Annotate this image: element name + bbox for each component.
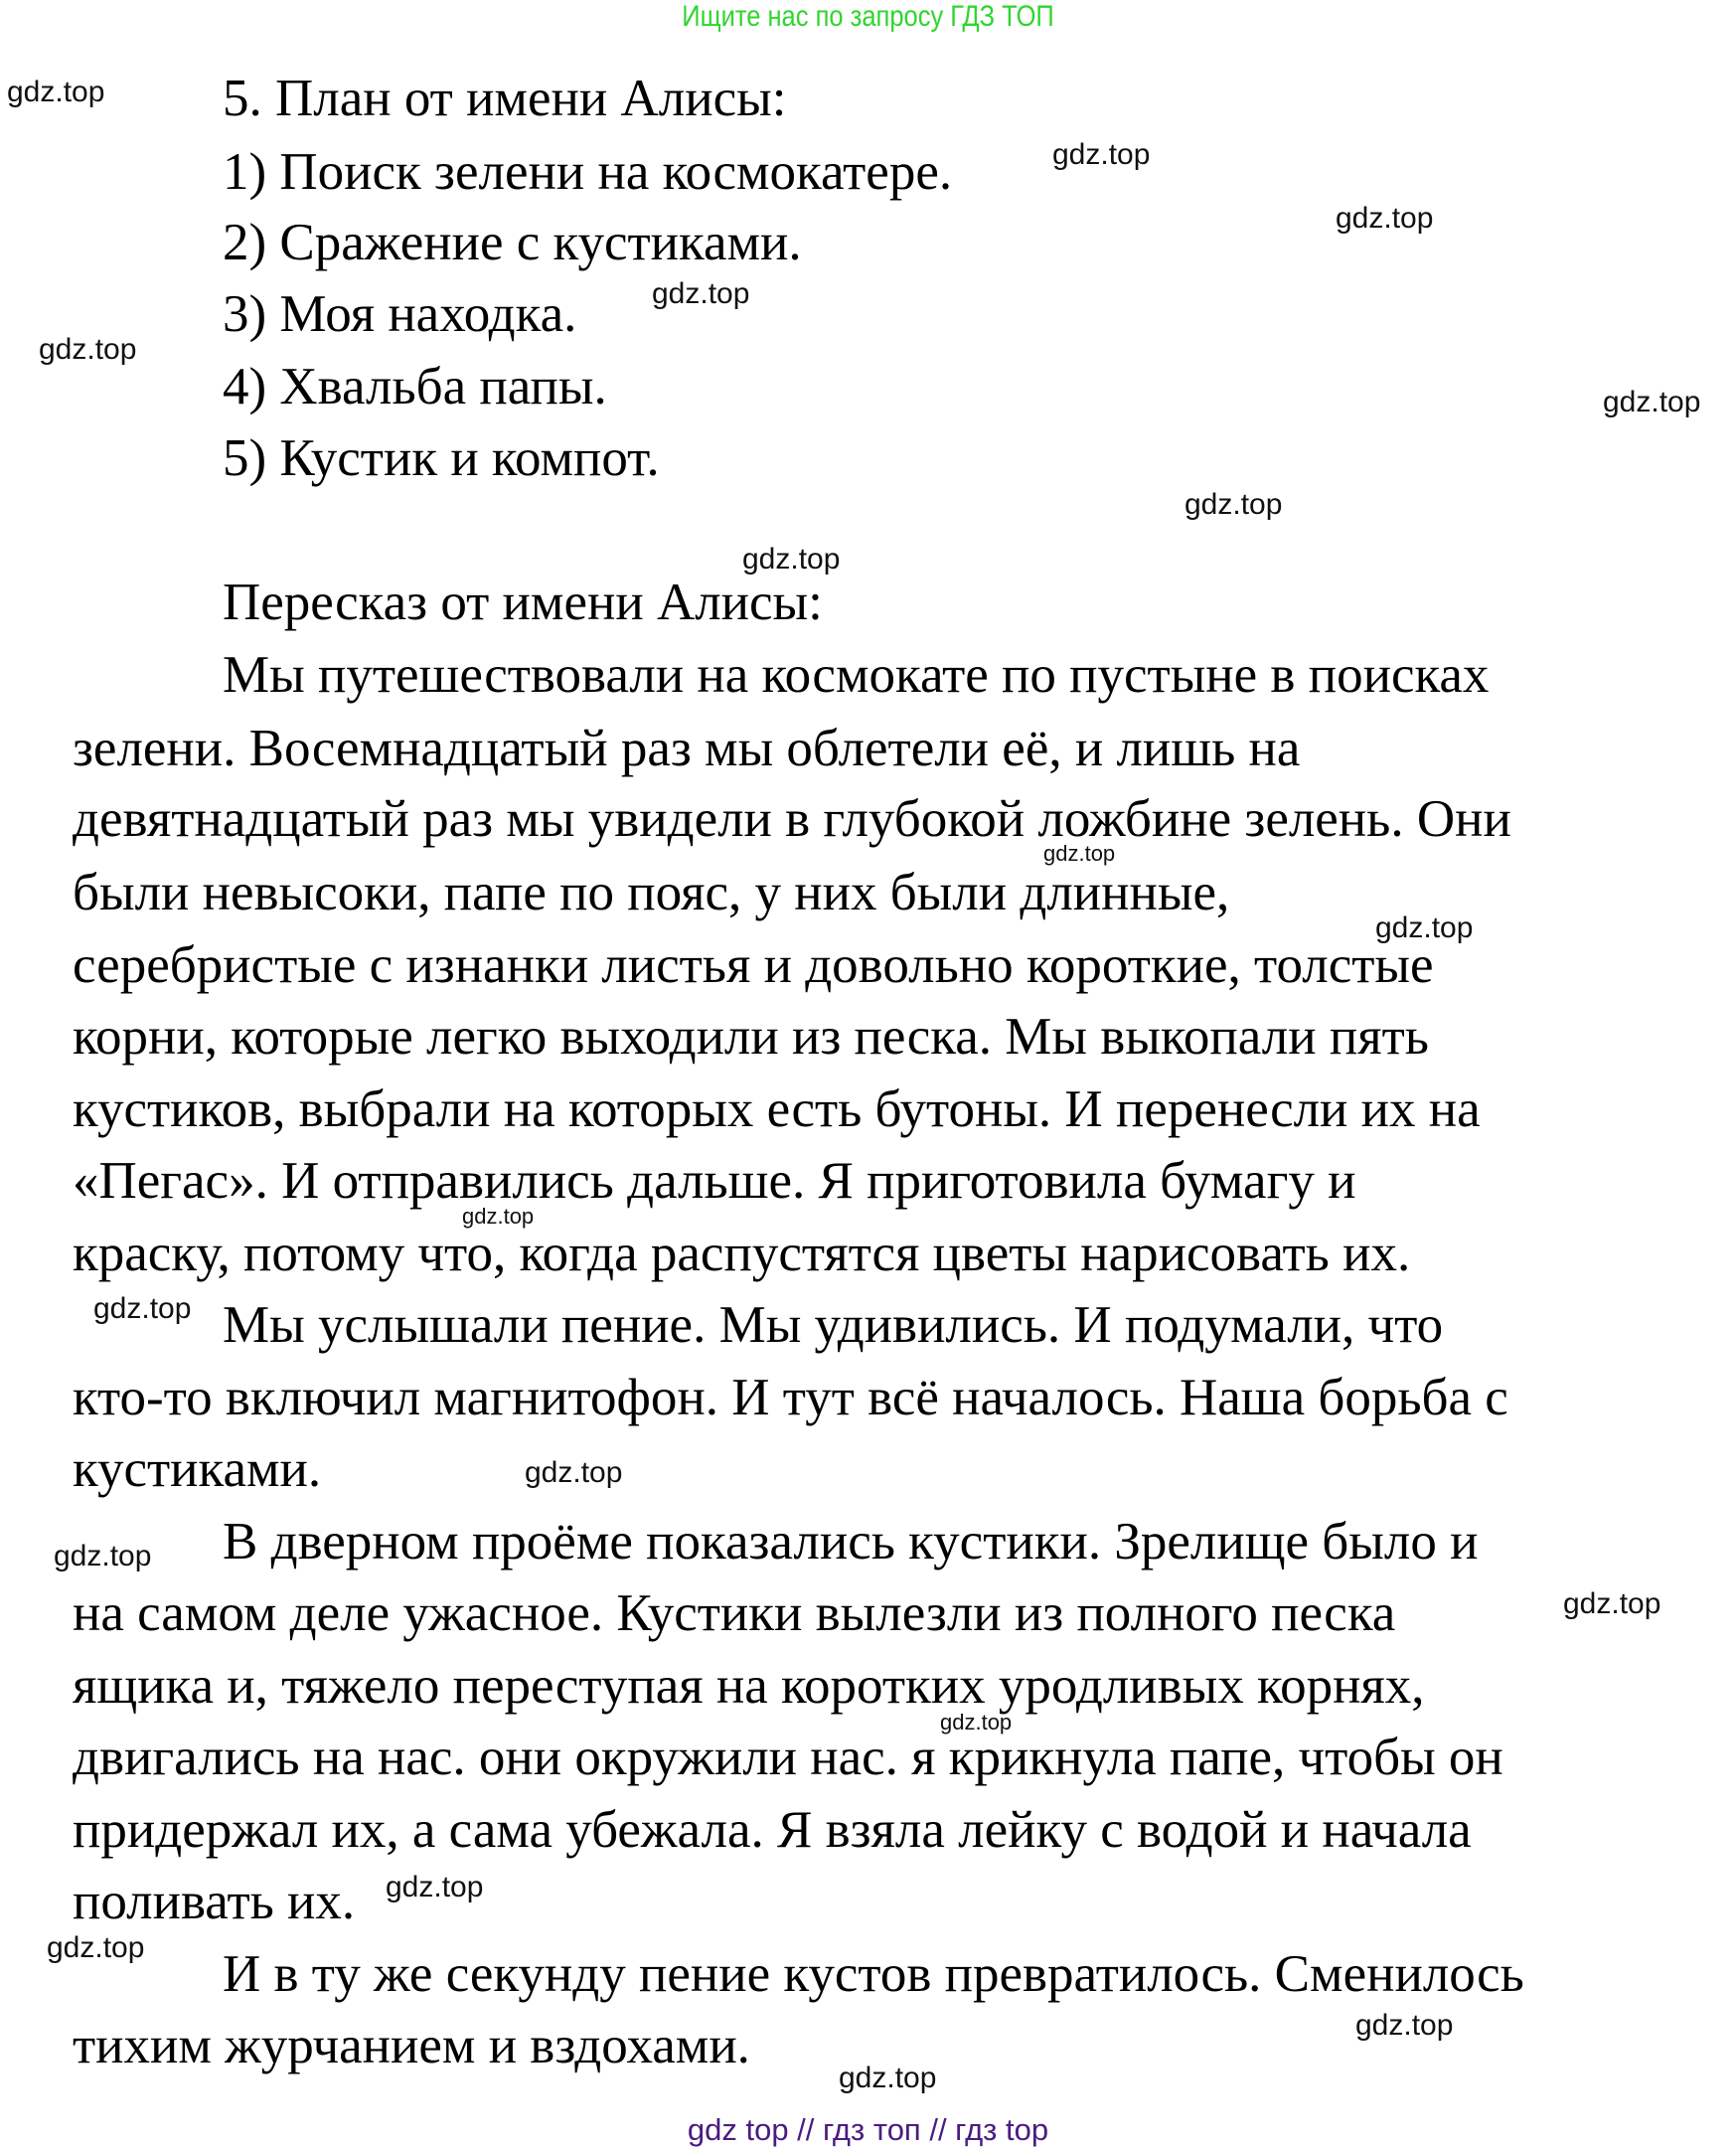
text-line: Мы услышали пение. Мы удивились. И подумали, что xyxy=(223,1296,1444,1354)
watermark: gdz.top xyxy=(940,1710,1013,1735)
plan-item: 4) Хвальба папы. xyxy=(223,358,607,415)
text-line: ящика и, тяжело переступая на коротких уродливых корнях, xyxy=(73,1657,1425,1715)
watermark: gdz.top xyxy=(1052,138,1151,171)
text-line: кустиков, выбрали на которых есть бутоны. И перенесли их на xyxy=(73,1080,1481,1138)
text-line: краску, потому что, когда распустятся цветы нарисовать их. xyxy=(73,1225,1411,1282)
footer-links[interactable]: gdz top // гдз топ // гдз top xyxy=(687,2112,1049,2147)
text-line: придержал их, а сама убежала. Я взяла лейку с водой и начала xyxy=(73,1801,1472,1859)
text-line: серебристые с изнанки листья и довольно короткие, толстые xyxy=(73,936,1434,994)
text-line: зелени. Восемнадцатый раз мы облетели её, и лишь на xyxy=(73,720,1301,777)
watermark: gdz.top xyxy=(386,1871,484,1903)
plan-title: 5. План от имени Алисы: xyxy=(223,70,787,127)
search-hint-banner: Ищите нас по запросу ГДЗ ТОП xyxy=(682,0,1054,33)
text-line: кустиками. xyxy=(73,1440,322,1498)
watermark: gdz.top xyxy=(39,333,137,366)
text-line: «Пегас». И отправились дальше. Я приготовила бумагу и xyxy=(73,1152,1356,1210)
watermark: gdz.top xyxy=(652,277,750,310)
text-line: кто-то включил магнитофон. И тут всё началось. Наша борьба с xyxy=(73,1369,1508,1426)
watermark: gdz.top xyxy=(1563,1587,1661,1620)
watermark: gdz.top xyxy=(1355,2009,1454,2042)
text-line: В дверном проёме показались кустики. Зрелище было и xyxy=(223,1513,1479,1570)
watermark: gdz.top xyxy=(7,76,105,108)
watermark: gdz.top xyxy=(47,1931,145,1964)
text-line: на самом деле ужасное. Кустики вылезли из полного песка xyxy=(73,1584,1396,1642)
plan-item: 5) Кустик и компот. xyxy=(223,429,660,487)
text-line: были невысоки, папе по пояс, у них были длинные, xyxy=(73,864,1230,921)
watermark: gdz.top xyxy=(54,1540,152,1572)
text-line: девятнадцатый раз мы увидели в глубокой ложбине зелень. Они xyxy=(73,790,1511,848)
watermark: gdz.top xyxy=(1043,841,1116,866)
watermark: gdz.top xyxy=(525,1456,623,1489)
watermark: gdz.top xyxy=(1336,202,1434,235)
watermark: gdz.top xyxy=(742,543,841,576)
watermark: gdz.top xyxy=(93,1292,192,1325)
text-line: поливать их. xyxy=(73,1873,356,1930)
watermark: gdz.top xyxy=(839,2062,937,2094)
plan-item: 2) Сражение с кустиками. xyxy=(223,214,802,271)
watermark: gdz.top xyxy=(462,1204,535,1229)
plan-item: 3) Моя находка. xyxy=(223,285,577,343)
plan-item: 1) Поиск зелени на космокатере. xyxy=(223,143,953,201)
text-line: корни, которые легко выходили из песка. Мы выкопали пять xyxy=(73,1008,1429,1066)
text-line: двигались на нас. они окружили нас. я крикнула папе, чтобы он xyxy=(73,1729,1503,1786)
retelling-title: Пересказ от имени Алисы: xyxy=(223,574,823,631)
text-line: И в ту же секунду пение кустов превратилось. Сменилось xyxy=(223,1945,1524,2003)
watermark: gdz.top xyxy=(1375,911,1474,944)
watermark: gdz.top xyxy=(1603,386,1701,418)
text-line: Мы путешествовали на космокате по пустыне в поисках xyxy=(223,646,1490,704)
text-line: тихим журчанием и вздохами. xyxy=(73,2017,750,2074)
watermark: gdz.top xyxy=(1184,488,1283,521)
